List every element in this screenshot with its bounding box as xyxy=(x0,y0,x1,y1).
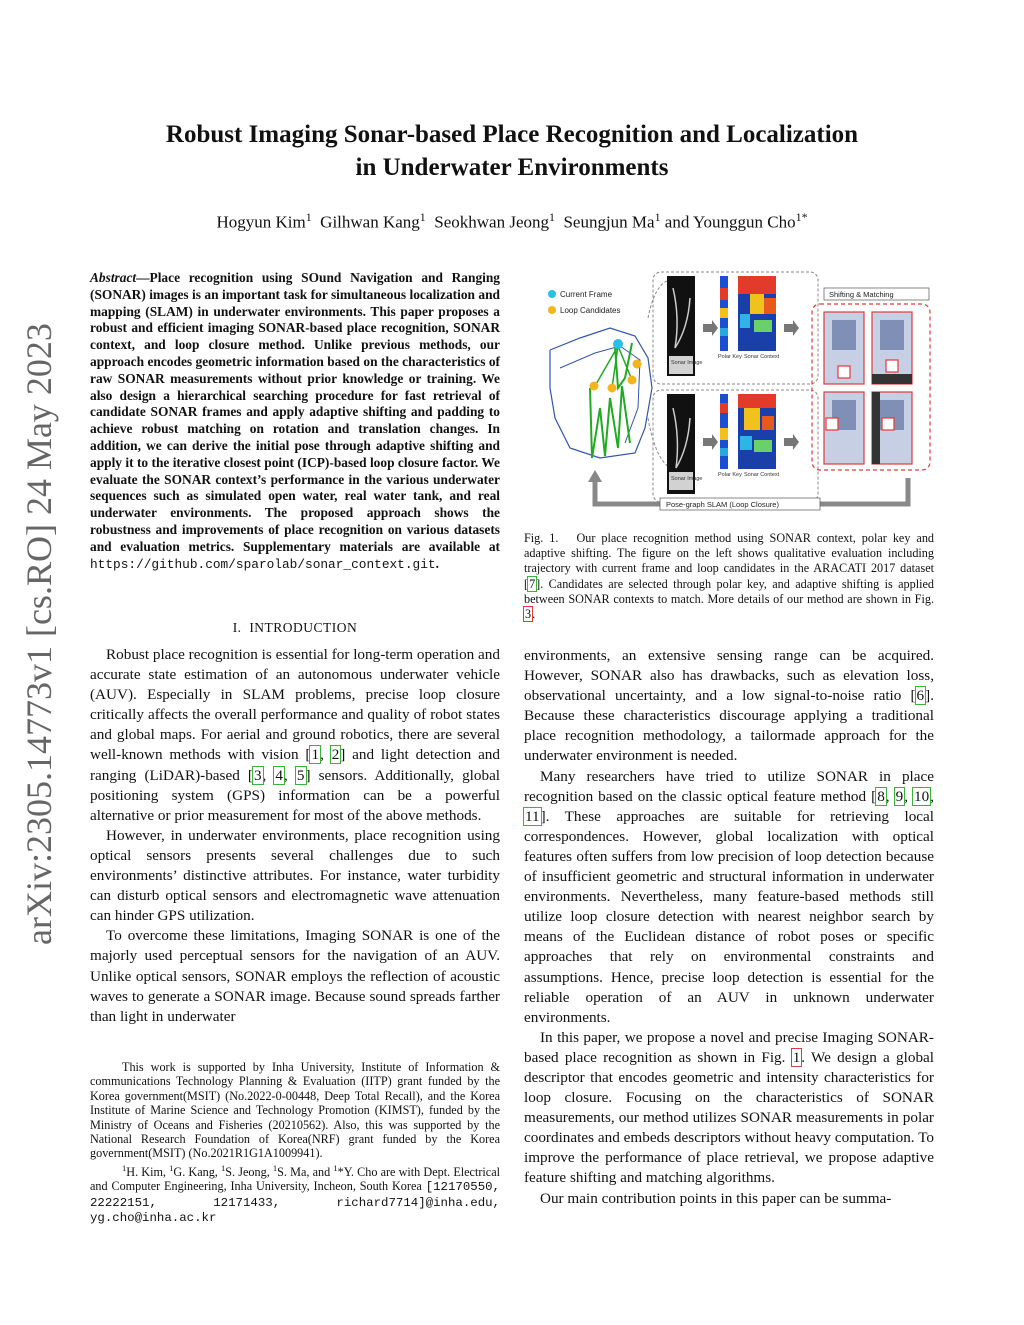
author-mark: 1 xyxy=(654,210,661,224)
author-mark: 1* xyxy=(795,210,808,224)
author-name: Seungjun Ma xyxy=(563,212,655,232)
author-mark: 1 xyxy=(419,210,426,224)
abstract xyxy=(90,270,500,573)
paragraph: To overcome these limitations, Imaging SONAR is one of the majorly used perceptual sensors for the navigation of an AUV. Unlike optical sensors, SONAR employs the reflection of acoustic waves to generate a SONAR image. Because sound spreads farther than light in underwater xyxy=(90,927,500,1025)
right-body-text xyxy=(524,646,934,1209)
text-run: S. Jeong, xyxy=(225,1164,273,1179)
section-heading xyxy=(90,620,500,636)
title-line-2: in Underwater Environments xyxy=(355,154,669,181)
citation-link[interactable]: 8 xyxy=(877,787,885,805)
citation-link[interactable]: 6 xyxy=(916,687,925,705)
sonar-image-label: Sonar Image xyxy=(671,360,703,366)
citation-link[interactable]: 10 xyxy=(914,787,930,805)
text-run: ] sensors. Additionally, global positioning system (GPS) information can be a powerful alternative or prior measurement for most of the above methods. xyxy=(90,766,501,824)
matching-cell xyxy=(872,312,912,384)
text-run: . xyxy=(532,607,536,622)
caption-label: Fig. 1. xyxy=(524,531,559,545)
abstract-dash: — xyxy=(136,270,150,285)
trajectory-plot xyxy=(550,328,652,458)
footnote xyxy=(90,1060,500,1226)
text-run: In this paper, we propose a novel and precise Imaging SONAR-based place recognition as shown in Fig. xyxy=(524,1028,934,1066)
text-run: ]. These approaches are suitable for retrieving local correspondences. However, global localization with optical features often suffers from low precision of loop detection because of insufficient geometric and structural information in underwater environments. Nevertheless, many feature-based methods still utilize loop closure detection with nearest neighbor search by means of the Euclidean distance of robot poses or specific approaches that rely on environmental constraints and assumptions. Hence, precise loop detection is essential for the reliable operation of an AUV in unknown underwater environments. xyxy=(524,807,934,1026)
citation-link[interactable]: 2 xyxy=(331,746,340,764)
matching-cell xyxy=(824,392,864,464)
paragraph: However, in underwater environments, place recognition using optical sensors presents several challenges due to such environments’ distinctive attributes. For instance, water turbidity can disturb optical sensors and electromagnetic wave attenuation can hinder GPS utilization. xyxy=(90,826,500,925)
citation-link[interactable]: 5 xyxy=(296,766,305,784)
figure-link[interactable]: 3 xyxy=(525,607,532,622)
sonar-context-label: Sonar Context xyxy=(744,354,780,360)
text-run: Robust place recognition is essential for long-term operation and accurate state estimation of an autonomous underwater vehicle (AUV). Especially in SLAM problems, precise loop closure critically affects the overall performance and quality of robot states and global maps. For aerial and ground robotics, there are several well-known methods with vision [ xyxy=(90,646,500,764)
author-mark: 1 xyxy=(548,210,555,224)
text-run: H. Kim, xyxy=(126,1164,170,1179)
text-run: ]. Because these characteristics discourage applying a traditional place recognition methodology, a tailormade approach for the underwater environment is needed. xyxy=(524,687,934,765)
figure-1 xyxy=(540,268,935,518)
title-line-1: Robust Imaging Sonar-based Place Recognition and Localization xyxy=(165,121,859,148)
abstract-label: Abstract xyxy=(90,270,137,285)
supplementary-url[interactable]: https://github.com/sparolab/sonar_context.git xyxy=(90,556,436,572)
author-name: Hogyun Kim xyxy=(216,212,306,232)
text-run: . We design a global descriptor that encodes geometric and intensity characteristics for loop closure. Focusing on the characteristics of SONAR measurements, our method utilizes SONAR measurements in polar coordinates and embeds descriptors without heavy computation. To improve the performance of place retrieval, we propose adaptive feature shifting and matching algorithms. xyxy=(524,1048,934,1187)
author-emails: [12170550, 22222151, 12171433, richard7714]@inha.edu, yg.cho@inha.ac.kr xyxy=(90,1180,500,1226)
paragraph xyxy=(524,646,934,767)
legend-loop-label: Loop Candidates xyxy=(560,306,621,315)
citation-link[interactable]: 7 xyxy=(529,576,536,591)
section-title: INTRODUCTION xyxy=(249,620,358,635)
shifting-matching-label: Shifting & Matching xyxy=(829,290,894,299)
sonar-context-lower xyxy=(738,394,776,469)
text-run: G. Kang, xyxy=(173,1164,222,1179)
affiliation-note: $^1$H. Kim, $^1$G. Kang, $^1$S. Jeong, $^1$S. Ma, and $^1$*Y. Cho are with Dept. Electrical and Computer Engineering, Inha University, Incheon, South Korea [12170550, 22222151, 12171433, richard7714]@inha.edu, yg.cho@inha.ac.kr xyxy=(90,1162,501,1226)
current-frame-legend-icon xyxy=(548,290,556,298)
author-name: Seokhwan Jeong xyxy=(434,212,549,232)
citation-link[interactable]: 3 xyxy=(253,766,262,784)
legend-current-label: Current Frame xyxy=(560,290,613,299)
citation-link[interactable]: 1 xyxy=(311,746,320,764)
abstract-end: . xyxy=(435,555,439,571)
funding-note: This work is supported by Inha University, Institute of Information & communications Technology Planning & Evaluation (IITP) grant funded by the Korea government(MSIT) (No.2022-0-00448, Deep Total Recall), and the Korea Institute of Marine Science and Technology Promotion (KIMST), funded by the Ministry of Oceans and Fisheries (20210562). Also, this was supported by the National Research Foundation of Korea(NRF) grant funded by the Korea government(MSIT) (No.2021R1G1A1009941). xyxy=(90,1060,500,1161)
paragraph xyxy=(524,1028,934,1189)
paper-title xyxy=(90,118,934,184)
author-name: Gilhwan Kang xyxy=(320,212,420,232)
figure-link[interactable]: 1 xyxy=(792,1048,801,1066)
author-mark: 1 xyxy=(305,210,312,224)
citation-link[interactable]: 9 xyxy=(895,787,904,805)
section-number: I. xyxy=(232,620,242,635)
matching-cell xyxy=(824,312,864,384)
paragraph: Our main contribution points in this paper can be summa- xyxy=(540,1189,892,1207)
citation-link[interactable]: 4 xyxy=(275,766,284,784)
text-run: ]. Candidates are selected through polar key, and adaptive shifting is applied between SONAR contexts to match. More details of our method are shown in Fig. xyxy=(524,576,934,606)
and-word: and xyxy=(664,212,690,232)
left-body-text xyxy=(90,645,500,1027)
text-run: Our place recognition method using SONAR context, polar key and adaptive shifting. The figure on the left shows qualitative evaluation including trajectory with current frame and loop candidates in the ARACATI 2017 dataset [ xyxy=(524,531,935,591)
text-run: Many researchers have tried to utilize SONAR in place recognition based on the classic optical feature method [ xyxy=(524,767,934,805)
text-run: S. Ma, and xyxy=(277,1164,334,1179)
text-run: environments, an extensive sensing range can be acquired. However, SONAR also has drawbacks, such as elevation loss, observational uncertainty, and a low signal-to-noise ratio [ xyxy=(524,647,934,705)
text-run: Y. Cho are with Dept. Electrical and Computer Engineering, Inha University, Incheon, South Korea xyxy=(90,1164,501,1194)
arxiv-identifier: arXiv:2305.14773v1 [cs.RO] 24 May 2023 xyxy=(19,323,59,945)
author-list xyxy=(90,210,934,233)
polar-key-lower xyxy=(720,394,728,469)
sonar-context-label: Sonar Context xyxy=(744,472,780,478)
citation-link[interactable]: 11 xyxy=(525,807,540,825)
polar-key-upper xyxy=(720,276,728,351)
paragraph: Many researchers have tried to utilize SONAR in place recognition based on the classic optical feature method [8, 9, 10, 11]. These approaches are suitable for retrieving local correspondences. However, global localization with optical features often suffers from low precision of loop detection because of insufficient geometric and structural information in underwater environments. Nevertheless, many feature-based methods still utilize loop closure detection with nearest neighbor search by means of the Euclidean distance of robot poses or specific approaches that rely on environmental constraints and assumptions. Hence, precise loop detection is essential for the reliable operation of an AUV in unknown underwater environments. xyxy=(524,767,934,1026)
sonar-image-label: Sonar Image xyxy=(671,476,703,482)
abstract-text: Place recognition using SOund Navigation and Ranging (SONAR) images is an important task for simultaneous localization and mapping (SLAM) in underwater environments. This paper proposes a robust and efficient imaging SONAR-based place recognition, SONAR context, and loop closure method. Unlike previous methods, our approach encodes geometric information based on the characteristics of raw SONAR measurements without prior knowledge or training. We also design a hierarchical searching procedure for fast retrieval of candidate SONAR frames and apply adaptive shifting and padding to achieve robust matching on rotation and translation changes. In addition, we can derive the initial pose through adaptive shifting and apply it to the iterative closest point (ICP)-based loop closure factor. We evaluate the SONAR context’s performance in the various underwater sequences such as simulated open water, real water tank, and real underwater environments. The proposed approach shows the robustness and improvements of place recognition on various datasets and evaluation metrics. Supplementary materials are available at xyxy=(90,270,500,554)
author-name: Younggun Cho xyxy=(692,212,796,232)
matching-cell xyxy=(872,392,912,464)
figure-caption xyxy=(524,531,934,622)
paragraph: Robust place recognition is essential for long-term operation and accurate state estimation of an autonomous underwater vehicle (AUV). Especially in SLAM problems, precise loop closure critically affects the overall performance and quality of robot states and global maps. For aerial and ground robotics, there are several well-known methods with vision [1, 2] and light detection and ranging (LiDAR)-based [3, 4, 5] sensors. Additionally, global positioning system (GPS) information can be a powerful alternative or prior measurement for most of the above methods. xyxy=(90,646,501,824)
polar-key-label: Polar Key xyxy=(718,472,742,478)
polar-key-label: Polar Key xyxy=(718,354,742,360)
sonar-context-upper xyxy=(738,276,776,351)
posegraph-label: Pose-graph SLAM (Loop Closure) xyxy=(666,500,779,509)
text-run: ] and light detection and ranging (LiDAR)-based [ xyxy=(90,746,500,784)
loop-candidate-legend-icon xyxy=(548,306,556,314)
